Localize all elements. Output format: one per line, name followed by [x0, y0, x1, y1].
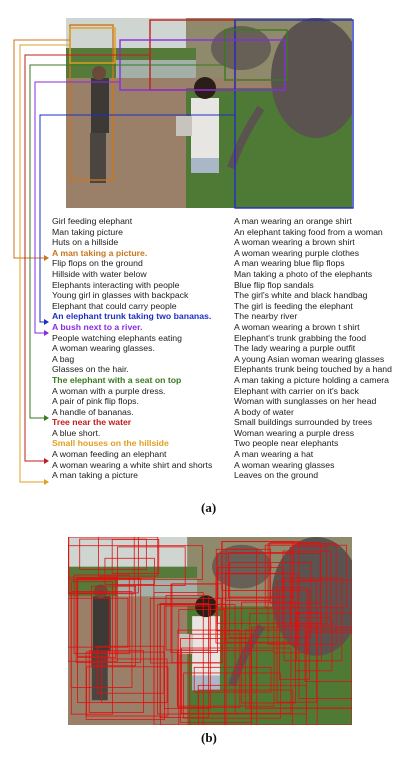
proposal-box	[270, 543, 320, 604]
proposal-box	[74, 575, 129, 654]
arrow-orange	[44, 255, 49, 261]
panel-label-b: (b)	[201, 730, 217, 745]
region-description: Tree near the water	[52, 417, 132, 428]
region-description: The nearby river	[234, 311, 298, 322]
region-description: A man wearing blue flip flops	[234, 258, 345, 269]
proposal-box	[157, 605, 235, 714]
region-description: Elephant's trunk grabbing the food	[234, 332, 367, 343]
region-description: Small buildings surrounded by trees	[234, 417, 373, 428]
arrow-yellow	[44, 479, 49, 485]
region-description: Man taking picture	[52, 226, 123, 237]
proposal-box	[68, 598, 128, 647]
region-descriptions-right	[234, 216, 392, 481]
proposal-box	[218, 567, 282, 598]
proposal-box	[98, 537, 157, 576]
region-description: A woman wearing purple clothes	[234, 247, 360, 258]
region-description: A man wearing a hat	[234, 449, 314, 460]
arrow-purple	[44, 330, 49, 336]
proposal-box	[87, 667, 168, 716]
proposal-box	[226, 549, 270, 600]
region-description: A pair of pink flip flops.	[52, 396, 139, 407]
photo-panel-b	[68, 537, 352, 725]
region-description: The girl's white and black handbag	[234, 290, 368, 301]
arrow-red	[44, 458, 49, 464]
proposal-box	[68, 546, 202, 580]
region-description: A woman with a purple dress.	[52, 385, 166, 396]
arrow-blue	[44, 319, 49, 325]
proposal-box	[80, 539, 147, 569]
arrow-green	[44, 415, 49, 421]
region-description: People watching elephants eating	[52, 332, 182, 343]
region-description: A woman feeding an elephant	[52, 449, 167, 460]
region-description: A bush next to a river.	[52, 321, 143, 332]
proposal-box	[198, 685, 306, 714]
proposal-box	[78, 578, 116, 657]
proposal-box	[181, 639, 252, 723]
region-description: The elephant with a seat on top	[52, 374, 182, 385]
region-description: Girl feeding elephant	[52, 216, 133, 226]
region-description: A woman wearing a brown shirt	[234, 237, 355, 248]
region-description: Flip flops on the ground	[52, 258, 143, 269]
photo-panel-a	[66, 18, 352, 208]
region-description: Blue flip flop sandals	[234, 279, 314, 290]
scene-illustration-a	[66, 18, 352, 208]
region-description: A man wearing an orange shirt	[234, 216, 352, 226]
region-description: A woman wearing a white shirt and shorts	[52, 459, 213, 470]
region-description: Glasses on the hair.	[52, 364, 129, 375]
region-description: Woman with sunglasses on her head	[234, 396, 377, 407]
region-description: A woman wearing glasses	[234, 459, 335, 470]
proposal-box	[305, 628, 352, 682]
region-description: Elephants trunk being touched by a hand	[234, 364, 392, 375]
region-descriptions-left	[52, 216, 212, 481]
region-description: Leaves on the ground	[234, 470, 319, 481]
region-description: Elephants interacting with people	[52, 279, 180, 290]
proposal-box	[306, 632, 352, 725]
proposal-boxes	[68, 537, 352, 725]
region-description: An elephant taking food from a woman	[234, 226, 383, 237]
region-description: Man taking a photo of the elephants	[234, 268, 373, 279]
region-description: An elephant trunk taking two bananas.	[52, 311, 212, 322]
proposal-box	[112, 539, 159, 573]
region-description: The girl is feeding the elephant	[234, 300, 353, 311]
region-description: Two people near elephants	[234, 438, 339, 449]
region-description: A bag	[52, 353, 75, 364]
region-description: A blue short.	[52, 427, 101, 438]
region-description: A man taking a picture holding a camera	[234, 374, 390, 385]
region-description: A man taking a picture	[52, 470, 138, 481]
region-description: A woman wearing glasses.	[52, 343, 155, 354]
region-description: Elephant with carrier on it's back	[234, 385, 359, 396]
proposal-box	[296, 612, 321, 660]
region-description: Small houses on the hillside	[52, 438, 169, 449]
region-description: A woman wearing a brown t shirt	[234, 321, 360, 332]
region-description: Woman wearing a purple dress	[234, 427, 355, 438]
region-description: Huts on a hillside	[52, 237, 119, 248]
proposal-box	[217, 553, 320, 623]
panel-label-a: (a)	[201, 500, 217, 515]
region-description: A body of water	[234, 406, 294, 417]
region-description: Hillside with water below	[52, 268, 147, 279]
region-description: The lady wearing a purple outfit	[234, 343, 356, 354]
proposal-box	[68, 577, 117, 661]
proposal-box	[268, 544, 336, 645]
region-description: Elephant that could carry people	[52, 300, 177, 311]
region-description: Young girl in glasses with backpack	[52, 290, 189, 301]
region-description: A young Asian woman wearing glasses	[234, 353, 385, 364]
region-description: A handle of bananas.	[52, 406, 134, 417]
region-description: A man taking a picture.	[52, 247, 148, 258]
proposal-box	[194, 667, 271, 692]
